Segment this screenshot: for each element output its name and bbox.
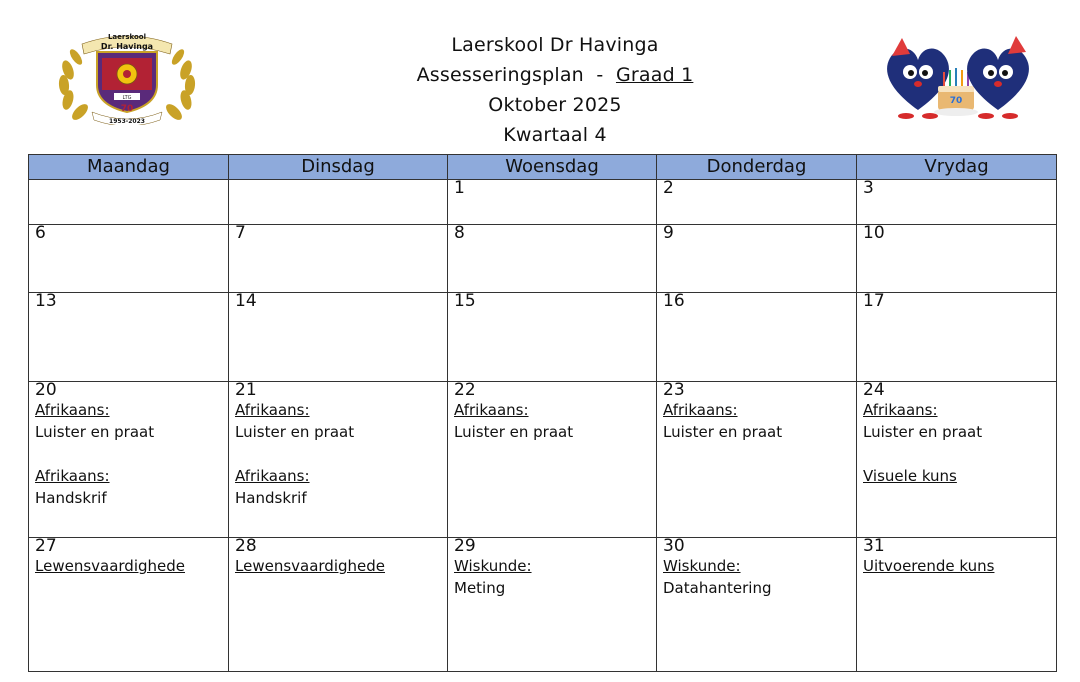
assessment-subject: Lewensvaardighede xyxy=(35,557,185,575)
day-cell xyxy=(448,225,657,293)
assessment-subject: Wiskunde: xyxy=(454,557,532,575)
assessment-subject: Uitvoerende kuns xyxy=(863,557,995,575)
crest-name-text: Dr. Havinga xyxy=(100,42,154,51)
day-number: 30 xyxy=(663,536,685,556)
crest-years-text: 1953-2023 xyxy=(109,118,145,125)
day-cell xyxy=(29,382,229,538)
day-number: 8 xyxy=(454,223,465,243)
assessment-subject: Afrikaans: xyxy=(863,401,938,419)
weekday-header: Vrydag xyxy=(857,155,1057,180)
weekday-header: Woensdag xyxy=(448,155,657,180)
day-number: 28 xyxy=(235,536,257,556)
school-crest-logo xyxy=(52,30,202,125)
crest-top-text: Laerskool xyxy=(107,33,147,41)
page-header xyxy=(0,0,1080,150)
day-cell xyxy=(857,538,1057,672)
assessment-subject: Afrikaans: xyxy=(235,467,310,485)
day-cell xyxy=(657,293,857,382)
day-number: 3 xyxy=(863,178,874,198)
day-cell xyxy=(857,180,1057,225)
day-number: 31 xyxy=(863,536,885,556)
grade-label: Graad 1 xyxy=(615,64,694,86)
assessment-description: Datahantering xyxy=(663,579,772,597)
day-cell xyxy=(448,293,657,382)
assessment-subject: Afrikaans: xyxy=(663,401,738,419)
day-cell xyxy=(29,180,229,225)
day-number: 7 xyxy=(235,223,246,243)
heart-mascots-cake-image xyxy=(880,32,1030,120)
weekday-header: Maandag xyxy=(29,155,229,180)
term-label: Kwartaal 4 xyxy=(503,124,607,146)
day-cell xyxy=(229,538,448,672)
day-cell xyxy=(229,225,448,293)
week-row xyxy=(29,225,1057,293)
assessment-description: Meting xyxy=(454,579,506,597)
day-number: 1 xyxy=(454,178,465,198)
day-cell xyxy=(657,382,857,538)
day-cell xyxy=(448,538,657,672)
cake-number-text: 70 xyxy=(949,96,963,106)
assessment-subject: Afrikaans: xyxy=(235,401,310,419)
weekday-header-row xyxy=(29,155,1057,180)
crest-letters-text: LTG xyxy=(122,95,132,101)
day-cell xyxy=(857,382,1057,538)
document-title-block xyxy=(400,30,710,150)
week-row xyxy=(29,538,1057,672)
day-number: 16 xyxy=(663,291,685,311)
assessment-description: Luister en praat xyxy=(235,423,355,441)
day-cell xyxy=(29,225,229,293)
week-row xyxy=(29,382,1057,538)
day-cell xyxy=(29,293,229,382)
day-cell xyxy=(657,180,857,225)
assessment-description: Luister en praat xyxy=(863,423,983,441)
school-name: Laerskool Dr Havinga xyxy=(451,34,659,56)
day-cell xyxy=(448,382,657,538)
day-number: 17 xyxy=(863,291,885,311)
day-cell xyxy=(448,180,657,225)
day-number: 24 xyxy=(863,380,885,400)
day-number: 29 xyxy=(454,536,476,556)
day-cell xyxy=(657,538,857,672)
crest-number-text: 70 xyxy=(120,104,134,114)
assessment-description: Handskrif xyxy=(235,489,307,507)
plan-line xyxy=(400,60,710,90)
plan-separator: - xyxy=(590,64,610,86)
day-number: 2 xyxy=(663,178,674,198)
day-number: 13 xyxy=(35,291,57,311)
weekday-header: Dinsdag xyxy=(229,155,448,180)
week-row xyxy=(29,180,1057,225)
week-row xyxy=(29,293,1057,382)
assessment-description: Handskrif xyxy=(35,489,107,507)
day-cell xyxy=(29,538,229,672)
assessment-calendar-table xyxy=(28,154,1057,672)
plan-label: Assesseringsplan xyxy=(416,64,584,86)
assessment-description: Luister en praat xyxy=(454,423,574,441)
assessment-description: Luister en praat xyxy=(663,423,783,441)
day-number: 21 xyxy=(235,380,257,400)
day-cell xyxy=(857,225,1057,293)
day-number: 23 xyxy=(663,380,685,400)
assessment-subject: Visuele kuns xyxy=(863,467,957,485)
weekday-header: Donderdag xyxy=(657,155,857,180)
day-number: 10 xyxy=(863,223,885,243)
day-number: 20 xyxy=(35,380,57,400)
month-label: Oktober 2025 xyxy=(488,94,622,116)
assessment-subject: Wiskunde: xyxy=(663,557,741,575)
day-number: 6 xyxy=(35,223,46,243)
day-number: 27 xyxy=(35,536,57,556)
day-number: 9 xyxy=(663,223,674,243)
day-cell xyxy=(657,225,857,293)
day-number: 15 xyxy=(454,291,476,311)
day-cell xyxy=(229,293,448,382)
assessment-subject: Afrikaans: xyxy=(35,467,110,485)
day-cell xyxy=(857,293,1057,382)
assessment-description: Luister en praat xyxy=(35,423,155,441)
assessment-subject: Lewensvaardighede xyxy=(235,557,385,575)
day-number: 22 xyxy=(454,380,476,400)
day-number: 14 xyxy=(235,291,257,311)
day-cell xyxy=(229,180,448,225)
assessment-subject: Afrikaans: xyxy=(35,401,110,419)
assessment-subject: Afrikaans: xyxy=(454,401,529,419)
day-cell xyxy=(229,382,448,538)
